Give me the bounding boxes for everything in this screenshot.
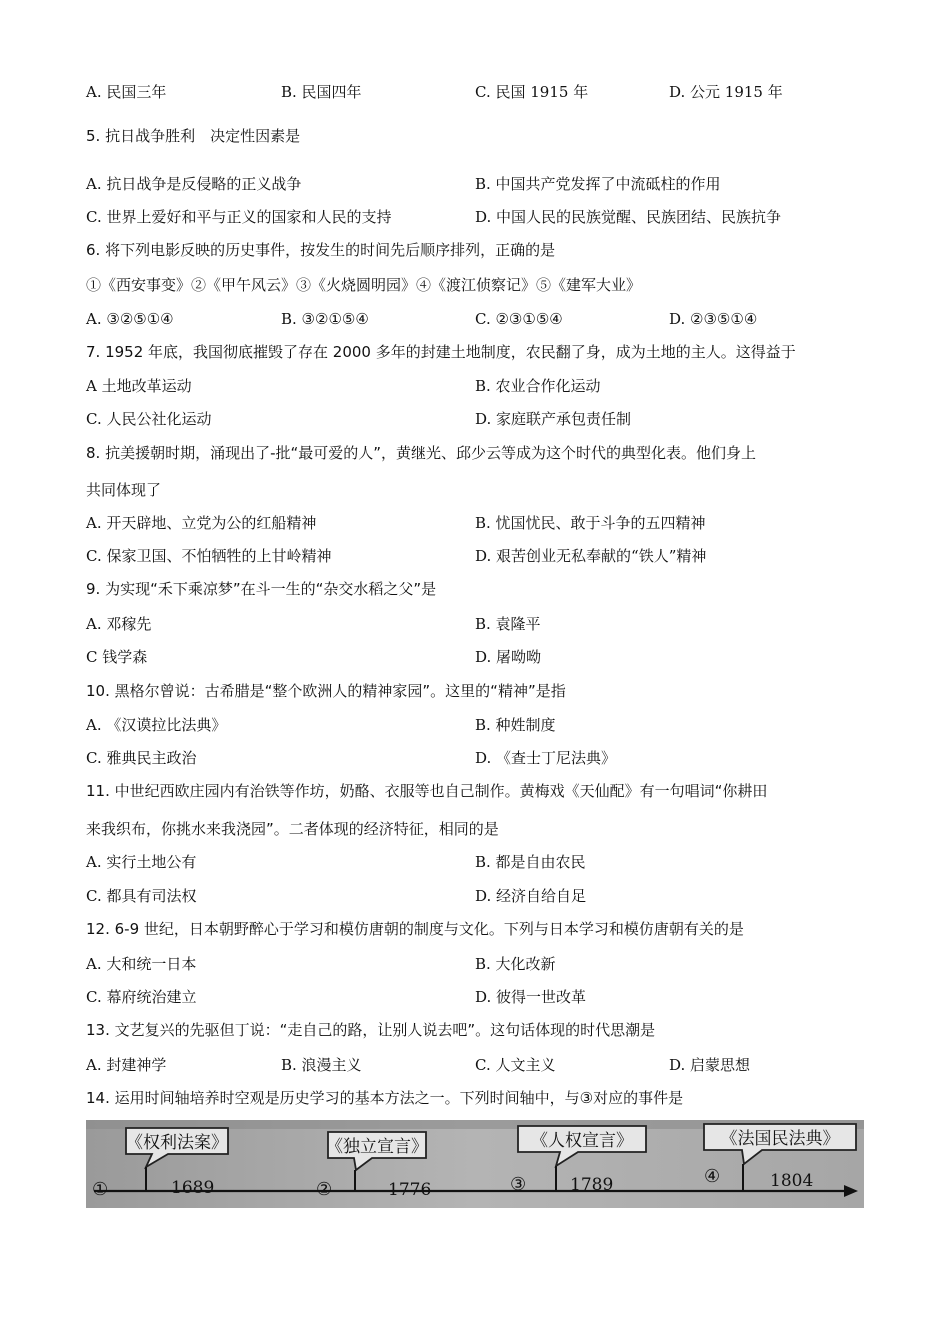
q13-option-d: D. 启蒙思想: [669, 1056, 751, 1074]
q14-stem: [86, 1086, 866, 1110]
q9-option-a: A. 邓稼先: [86, 615, 152, 633]
q10-option-b: B. 种姓制度: [475, 716, 556, 734]
q5-option-b: B. 中国共产党发挥了中流砥柱的作用: [475, 175, 721, 193]
question-number: 14.: [86, 1089, 110, 1107]
q7-stem: [86, 340, 866, 364]
question-number: 6.: [86, 241, 101, 259]
question-number: 13.: [86, 1021, 110, 1039]
question-number: 8.: [86, 444, 101, 462]
q5-option-c: C. 世界上爱好和平与正义的国家和人民的支持: [86, 208, 392, 226]
q12-stem: [86, 917, 866, 941]
question-text: 抗美援朝时期，涌现出了-批“最可爱的人”，黄继光、邱少云等成为这个时代的典型化表。他们身上: [105, 444, 757, 462]
q5-stem: [86, 124, 866, 148]
q7-option-b: B. 农业合作化运动: [475, 377, 601, 395]
q13-option-c: C. 人文主义: [475, 1056, 556, 1074]
question-text: 1952 年底，我国彻底摧毁了存在 2000 多年的封建土地制度，农民翻了身，成为土地的主人。这得益于: [105, 343, 796, 361]
q10-options-row2: [86, 746, 866, 770]
q7-option-c: C. 人民公社化运动: [86, 410, 212, 428]
q12-options-row2: [86, 985, 866, 1009]
q12-option-d: D. 彼得一世改革: [475, 988, 587, 1006]
question-text: 黑格尔曾说：古希腊是“整个欧洲人的精神家园”。这里的“精神”是指: [114, 682, 566, 700]
q6-option-d: D. ②③⑤①④: [669, 310, 758, 328]
q10-options-row1: [86, 713, 866, 737]
q4-options: [86, 80, 866, 104]
timeline-circle-2: ②: [316, 1179, 333, 1200]
timeline-circle-1: ①: [92, 1179, 109, 1200]
timeline-svg: [86, 1120, 864, 1208]
q8-option-c: C. 保家卫国、不怕牺牲的上甘岭精神: [86, 547, 332, 565]
q8-option-b: B. 忧国忧民、敢于斗争的五四精神: [475, 514, 706, 532]
q4-option-c: C. 民国 1915 年: [475, 83, 589, 101]
q12-option-b: B. 大化改新: [475, 955, 556, 973]
q6-option-b: B. ③②①⑤④: [281, 310, 369, 328]
q11-stem-continued: 来我织布，你挑水来我浇园”。二者体现的经济特征，相同的是: [86, 820, 499, 838]
timeline-year-1: 1689: [171, 1178, 215, 1198]
q9-options-row1: [86, 612, 866, 636]
q8-option-a: A. 开天辟地、立党为公的红船精神: [86, 514, 317, 532]
q11-options-row1: [86, 850, 866, 874]
question-text: 6-9 世纪，日本朝野醉心于学习和模仿唐朝的制度与文化。下列与日本学习和模仿唐朝有关的是: [114, 920, 744, 938]
q11-options-row2: [86, 884, 866, 908]
question-number: 5.: [86, 127, 101, 145]
q12-option-c: C. 幕府统治建立: [86, 988, 197, 1006]
question-number: 9.: [86, 580, 101, 598]
q8-stem-continued: 共同体现了: [86, 481, 162, 499]
q13-options: [86, 1053, 866, 1077]
question-number: 12.: [86, 920, 110, 938]
timeline-circle-3: ③: [510, 1174, 527, 1195]
q8-stem: [86, 441, 866, 465]
q11-stem: [86, 779, 866, 803]
question-text: 文艺复兴的先驱但丁说：“走自己的路，让别人说去吧”。这句话体现的时代思潮是: [114, 1021, 656, 1039]
q6-film-list: ①《西安事变》②《甲午风云》③《火烧圆明园》④《渡江侦察记》⑤《建军大业》: [86, 276, 642, 294]
q4-option-a: A. 民国三年: [86, 83, 167, 101]
q9-option-c: C 钱学森: [86, 648, 148, 666]
question-number: 10.: [86, 682, 110, 700]
q6-option-c: C. ②③①⑤④: [475, 310, 563, 328]
q6-options: [86, 307, 866, 331]
q12-options-row1: [86, 952, 866, 976]
question-number: 7.: [86, 343, 101, 361]
q10-option-a: A. 《汉谟拉比法典》: [86, 716, 227, 734]
q13-option-a: A. 封建神学: [86, 1056, 167, 1074]
q7-option-a: A 土地改革运动: [86, 377, 192, 395]
q7-options-row2: [86, 407, 866, 431]
q5-option-a: A. 抗日战争是反侵略的正义战争: [86, 175, 302, 193]
q7-options-row1: [86, 374, 866, 398]
q4-option-b: B. 民国四年: [281, 83, 362, 101]
timeline-label-3: 《人权宣言》: [531, 1131, 633, 1151]
q6-stem: [86, 238, 866, 262]
timeline-circle-4: ④: [704, 1166, 721, 1187]
q6-option-a: A. ③②⑤①④: [86, 310, 174, 328]
timeline-figure: [86, 1120, 864, 1208]
q5-options-row2: [86, 205, 866, 229]
timeline-year-3: 1789: [570, 1175, 614, 1195]
q9-option-d: D. 屠呦呦: [475, 648, 542, 666]
q9-options-row2: [86, 645, 866, 669]
q7-option-d: D. 家庭联产承包责任制: [475, 410, 632, 428]
timeline-label-1: 《权利法案》: [126, 1133, 228, 1153]
q11-option-c: C. 都具有司法权: [86, 887, 197, 905]
question-text: 将下列电影反映的历史事件，按发生的时间先后顺序排列，正确的是: [105, 241, 556, 259]
q9-option-b: B. 袁隆平: [475, 615, 541, 633]
q5-options-row1: [86, 172, 866, 196]
timeline-label-2: 《独立宣言》: [326, 1137, 428, 1157]
timeline-year-2: 1776: [388, 1180, 432, 1200]
timeline-year-4: 1804: [770, 1171, 814, 1191]
question-text: 抗日战争胜利 决定性因素是: [105, 127, 301, 145]
q5-option-d: D. 中国人民的民族觉醒、民族团结、民族抗争: [475, 208, 782, 226]
q13-stem: [86, 1018, 866, 1042]
q4-option-d: D. 公元 1915 年: [669, 83, 783, 101]
q10-option-c: C. 雅典民主政治: [86, 749, 197, 767]
question-text: 中世纪西欧庄园内有治铁等作坊，奶酪、衣服等也自己制作。黄梅戏《天仙配》有一句唱词“你耕田: [114, 782, 768, 800]
timeline-label-4: 《法国民法典》: [720, 1129, 840, 1149]
q10-option-d: D. 《查士丁尼法典》: [475, 749, 617, 767]
q10-stem: [86, 679, 866, 703]
question-number: 11.: [86, 782, 110, 800]
q11-option-b: B. 都是自由农民: [475, 853, 586, 871]
q8-options-row2: [86, 544, 866, 568]
q11-option-d: D. 经济自给自足: [475, 887, 587, 905]
question-text: 运用时间轴培养时空观是历史学习的基本方法之一。下列时间轴中，与③对应的事件是: [114, 1089, 684, 1107]
q9-stem: [86, 577, 866, 601]
question-text: 为实现“禾下乘凉梦”在斗一生的“杂交水稻之父”是: [105, 580, 437, 598]
q11-option-a: A. 实行土地公有: [86, 853, 197, 871]
q8-options-row1: [86, 511, 866, 535]
q8-option-d: D. 艰苦创业无私奉献的“铁人”精神: [475, 547, 707, 565]
q12-option-a: A. 大和统一日本: [86, 955, 197, 973]
q13-option-b: B. 浪漫主义: [281, 1056, 362, 1074]
